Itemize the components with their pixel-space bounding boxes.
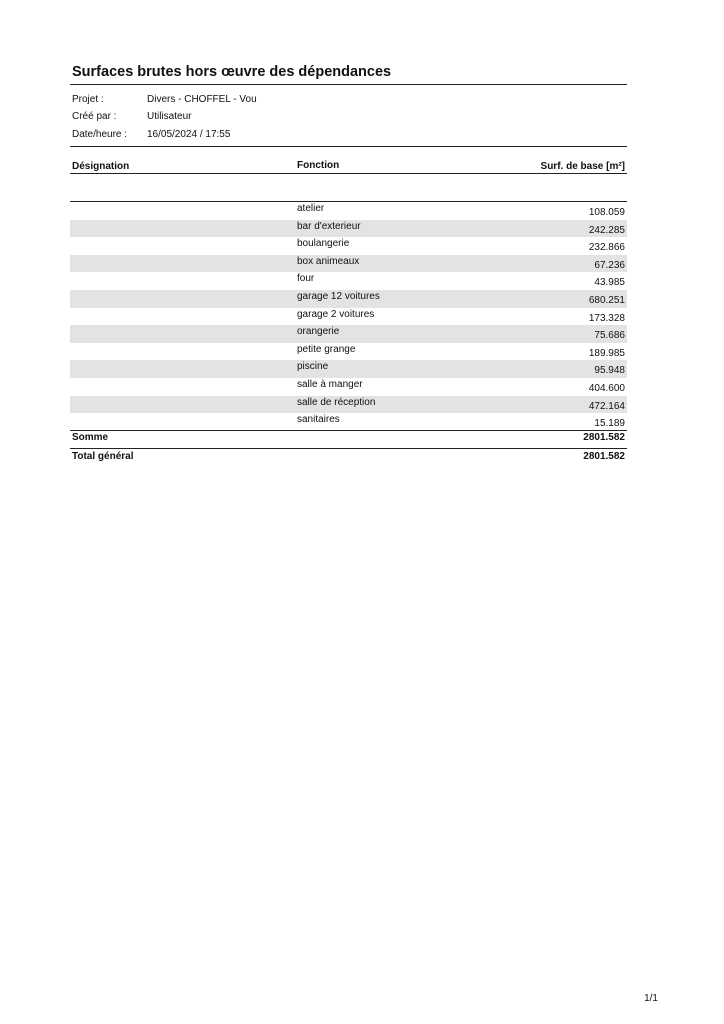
total-label: Total général: [72, 451, 134, 462]
table-row: [70, 290, 627, 308]
meta-value: Divers - CHOFFEL - Vou: [147, 94, 257, 105]
table-row: [70, 343, 627, 361]
total-value: 2801.582: [583, 451, 625, 462]
title-rule: [70, 84, 627, 85]
meta-label: Date/heure :: [72, 129, 128, 140]
header-rule: [70, 173, 627, 174]
fonction-cell: bar d'exterieur: [297, 220, 361, 232]
fonction-cell: petite grange: [297, 343, 356, 355]
surface-cell: 43.985: [594, 277, 625, 289]
fonction-cell: sanitaires: [297, 414, 340, 426]
table-row: [70, 220, 627, 238]
surface-cell: 108.059: [588, 207, 625, 218]
table-row: [70, 308, 627, 326]
fonction-cell: garage 12 voitures: [297, 291, 380, 302]
fonction-cell: boulangerie: [297, 238, 350, 250]
surface-cell: 232.866: [588, 242, 625, 254]
table-row: [70, 360, 627, 378]
fonction-cell: box animeaux: [297, 255, 360, 267]
meta-rule: [70, 146, 627, 147]
fonction-cell: garage 2 voitures: [297, 308, 375, 320]
table-row: [70, 255, 627, 273]
surface-cell: 189.985: [588, 347, 625, 359]
fonction-cell: orangerie: [297, 326, 340, 338]
surface-cell: 173.328: [588, 312, 625, 324]
meta-value: Utilisateur: [147, 111, 192, 122]
surface-cell: 472.164: [588, 400, 625, 412]
total-rule: [70, 448, 627, 449]
meta-label: Créé par :: [72, 111, 117, 122]
meta-value: 16/05/2024 / 17:55: [147, 129, 231, 140]
table-row: [70, 237, 627, 255]
table-row: [70, 378, 627, 396]
fonction-cell: salle de réception: [297, 396, 376, 408]
table-row: [70, 202, 627, 220]
fonction-cell: piscine: [297, 361, 329, 373]
table-row: [70, 413, 627, 431]
surface-cell: 242.285: [588, 224, 625, 236]
meta-label: Projet :: [72, 94, 104, 105]
table-row: [70, 325, 627, 343]
somme-label: Somme: [72, 432, 109, 443]
somme-rule: [70, 430, 627, 431]
page-number: 1/1: [644, 993, 658, 1004]
surface-cell: 404.600: [588, 383, 625, 394]
surface-cell: 15.189: [594, 418, 625, 430]
table-row: [70, 272, 627, 290]
report-title: Surfaces brutes hors œuvre des dépendances: [72, 64, 392, 80]
fonction-cell: salle à manger: [297, 379, 363, 390]
table-row: [70, 396, 627, 414]
column-header-fonction: Fonction: [297, 160, 340, 171]
column-header-surface: Surf. de base [m²]: [540, 161, 625, 172]
surface-cell: 95.948: [594, 365, 625, 377]
column-header-designation: Désignation: [72, 161, 130, 172]
somme-value: 2801.582: [583, 432, 625, 443]
surface-cell: 75.686: [594, 330, 625, 342]
fonction-cell: four: [297, 273, 315, 285]
fonction-cell: atelier: [297, 203, 325, 214]
surface-cell: 67.236: [594, 259, 625, 271]
surface-cell: 680.251: [588, 295, 625, 306]
